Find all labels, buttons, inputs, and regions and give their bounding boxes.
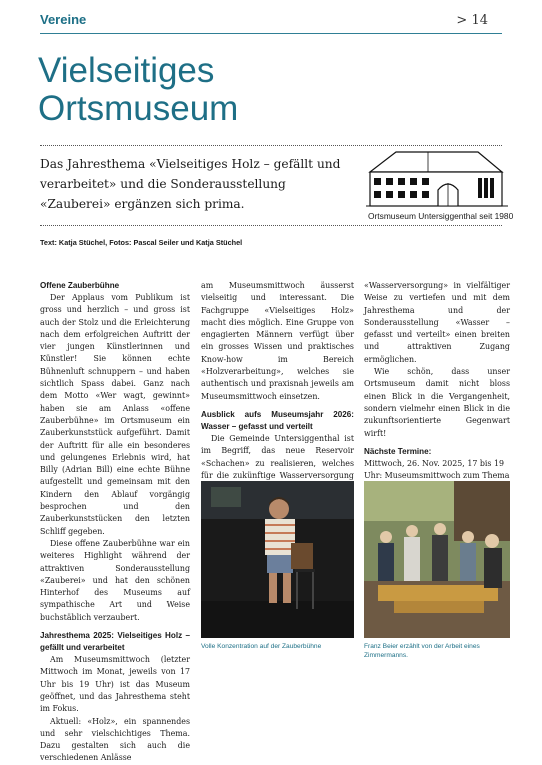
divider-top — [40, 145, 502, 146]
headline-line-1: Vielseitiges — [38, 51, 215, 90]
paragraph: Wie schön, dass unser Ortsmuseum damit nicht bloss einen Blick in die Vergangenheit, sondern vielmehr einen Blick in die zukunftsorientierte Gegenwart wirft! — [364, 367, 510, 438]
paragraph: Diese offene Zauberbühne war ein weiteres Highlight während der attraktiven Sonderausstellung «Zauberei» und hat den schönen Hinterhof des Museums auf sympathische Art und Weise buchstäblich verzaubert. — [40, 538, 190, 622]
photo-carpentry — [364, 481, 510, 638]
divider-bottom — [40, 225, 502, 226]
paragraph: am Museumsmittwoch äusserst vielseitig und interessant. Die Fachgruppe «Vielseitiges Holz» macht dies möglich. Eine Gruppe von engagierten Männern verfügt über ein grosses Wissen und praktisches Know-how im Bereich «Holzverarbeitung», welches sie authentisch und praxisnah jeweils am Museumsmittwoch einsetzen. — [201, 281, 354, 401]
headline — [38, 52, 368, 128]
photo-magic-stage — [201, 481, 354, 638]
logo-caption: Ortsmuseum Untersiggenthal seit 1980 — [368, 211, 514, 221]
photo-caption-1: Volle Konzentration auf der Zauberbühne — [201, 643, 322, 650]
lead-text: Das Jahresthema «Vielseitiges Holz – gefällt und verarbeitet» und die Sonderausstellung «Zauberei» ergänzen sich prima. — [40, 157, 341, 211]
header-rule — [40, 33, 502, 34]
paragraph: «Wasserversorgung» in vielfältiger Weise zu vertiefen und mit dem Jahresthema und der Sonderausstellung «Wasser – gefasst und verteilt» einen breiten und attraktiven Zugang ermöglichen. — [364, 281, 510, 364]
article-column-1 — [40, 280, 190, 765]
subheading-ausblick: Ausblick aufs Museumsjahr 2026: Wasser – gefasst und verteilt — [201, 409, 354, 431]
paragraph: Am Museumsmittwoch (letzter Mittwoch im Monat, jeweils von 17 Uhr bis 19 Uhr) ist das Museum geöffnet, und das Jahresthema steht im Fokus. — [40, 655, 190, 714]
section-label: Vereine — [40, 12, 87, 27]
page-number: > 14 — [456, 13, 488, 28]
museum-logo — [366, 150, 508, 208]
headline-line-2: Ortsmuseum — [38, 89, 239, 128]
museum-building-icon — [366, 150, 508, 208]
paragraph: Aktuell: «Holz», ein spannendes und sehr vielschichtiges Thema. Dazu gestalten sich auch die verschiedenen Anlässe — [40, 716, 190, 763]
event-date-1: Mittwoch, 26. Nov. 2025, 17 bis 19 Uhr: Museumsmittwoch zum Thema — [364, 458, 510, 481]
subheading-termine: Nächste Termine: — [364, 446, 432, 456]
paragraph: Der Applaus vom Publikum ist gross und herzlich – und gross ist auch der Stolz und die Erleichterung nach dem erfolgreichen Auftritt der vier jungen Künstlerinnen und Künstler! Sie können echte Bühnenluft schnuppern – und haben sichtlich Spass dabei. Ganz nach dem Motto «Wer wagt, gewinnt» haben sie am Anlass «offene Zauberbühne» im Ortsmuseum ein Zauberkunststück aufgeführt. Damit der Auftritt für alle ein besonderes und gelungenes Erlebnis wird, hat Billy (Adrian Bill) eine echte Bühne aufgestellt und gemeinsam mit den Kindern den Ablauf vorgängig besprochen und den Zauberkunststücken den letzten Schliff gegeben. — [40, 293, 190, 536]
credits: Text: Katja Stüchel, Fotos: Pascal Seiler und Katja Stüchel — [40, 238, 243, 247]
photo-caption-2: Franz Beier erzählt von der Arbeit eines Zimmermanns. — [364, 643, 480, 659]
subheading-jahresthema: Jahresthema 2025: Vielseitiges Holz – gefällt und verarbeitet — [40, 631, 190, 653]
paragraph: Die Gemeinde Untersiggenthal ist im Begriff, das neue Reservoir «Schachen» zu realisieren, welches für die zukünftige Wasserversorgung — [201, 433, 354, 480]
subheading-zauberbuehne: Offene Zauberbühne — [40, 281, 120, 290]
